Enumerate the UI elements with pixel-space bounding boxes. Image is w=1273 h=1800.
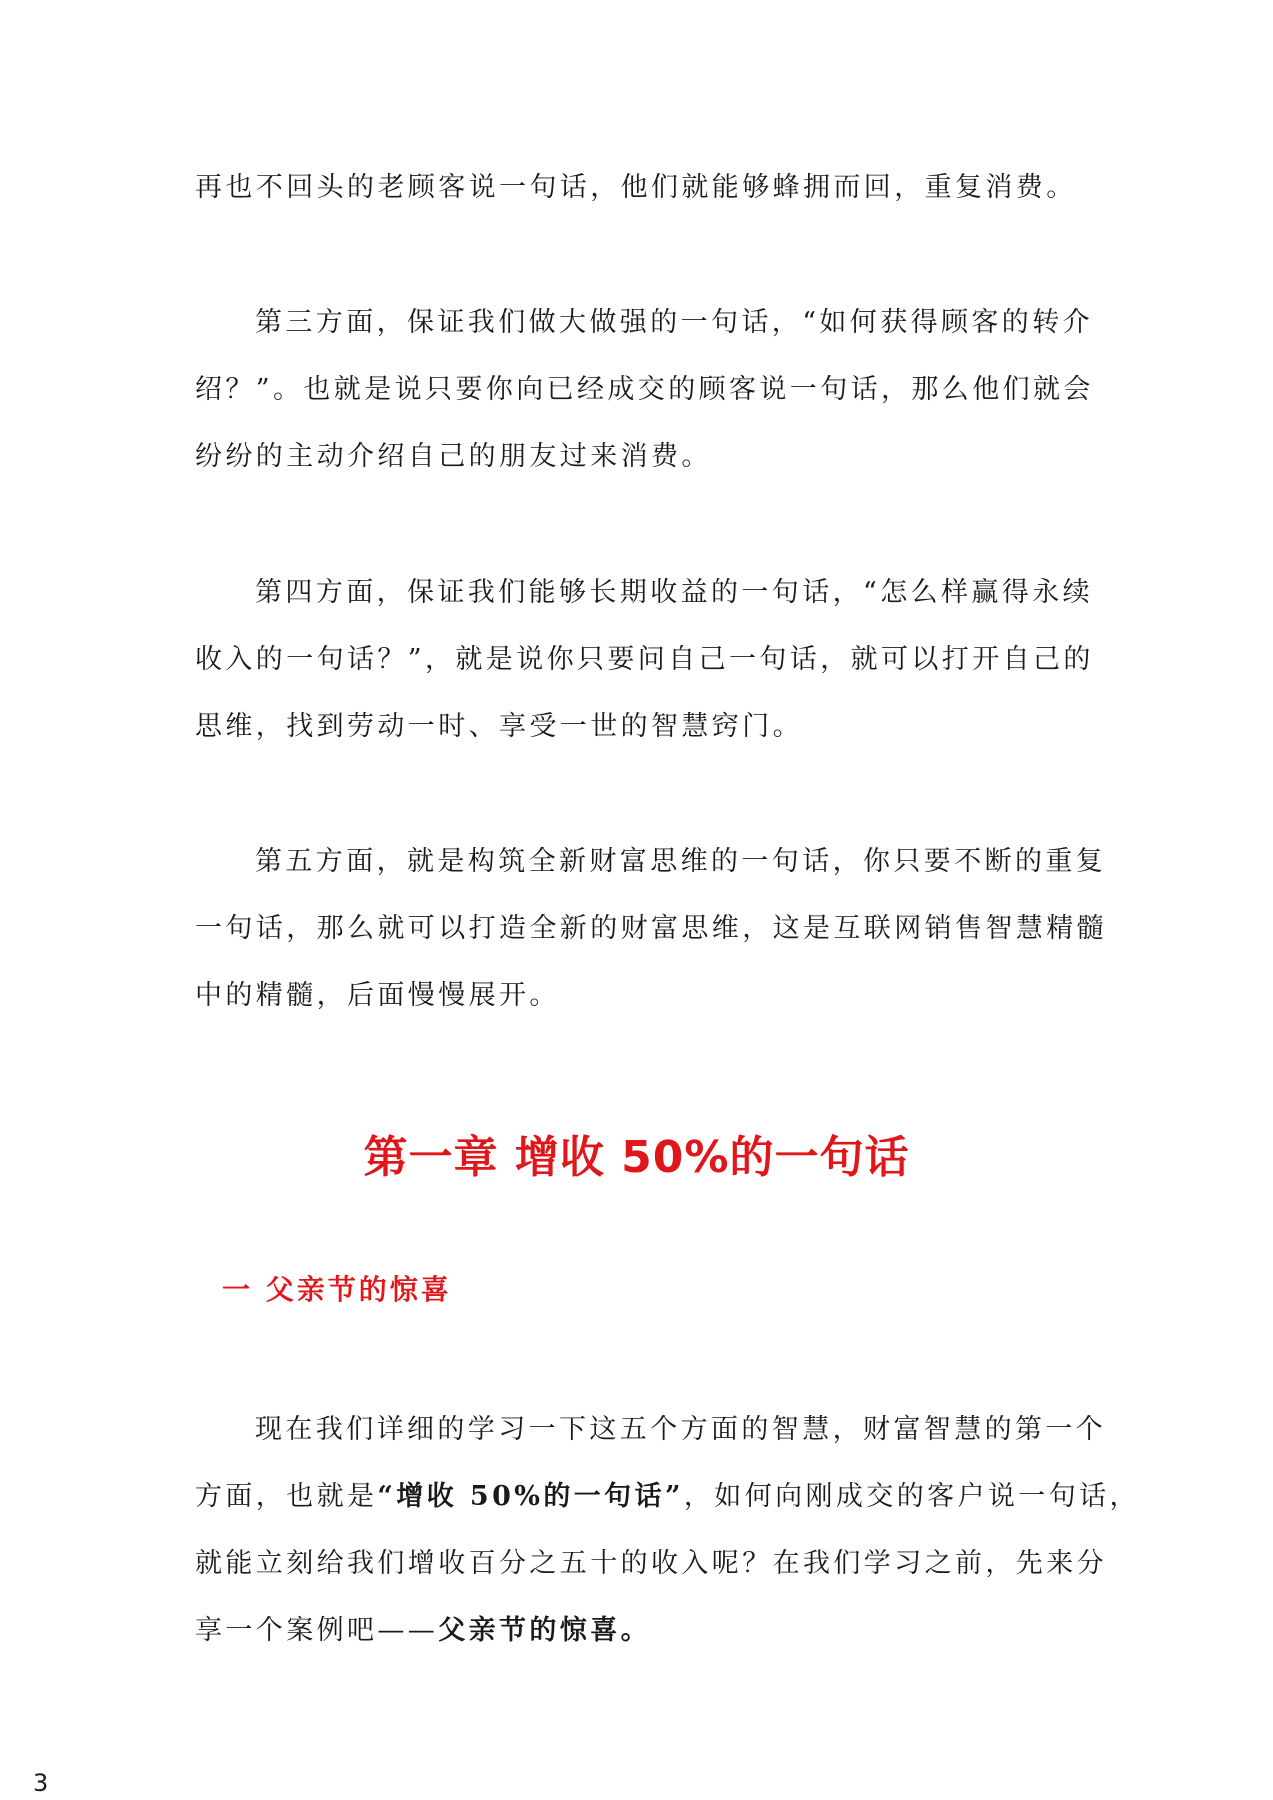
page-number: 3 bbox=[33, 1769, 49, 1797]
text-run: 享一个案例吧—— bbox=[195, 1615, 439, 1646]
bold-text: 父亲节的惊喜。 bbox=[438, 1615, 652, 1646]
paragraph-line: 现在我们详细的学习一下这五个方面的智慧，财富智慧的第一个 bbox=[255, 1414, 1107, 1445]
paragraph-line: 第五方面，就是构筑全新财富思维的一句话，你只要不断的重复 bbox=[255, 846, 1107, 877]
paragraph-line: 绍？”。也就是说只要你向已经成交的顾客说一句话，那么他们就会 bbox=[195, 374, 1094, 405]
paragraph-line: 第四方面，保证我们能够长期收益的一句话，“怎么样赢得永续 bbox=[255, 577, 1094, 608]
paragraph-line bbox=[195, 1611, 651, 1651]
paragraph-line: 再也不回头的老顾客说一句话，他们就能够蜂拥而回，重复消费。 bbox=[195, 172, 1077, 203]
section-heading: 一 父亲节的惊喜 bbox=[222, 1273, 452, 1306]
text-run: ，如何向刚成交的客户说一句话， bbox=[683, 1481, 1140, 1512]
paragraph-line: 纷纷的主动介绍自己的朋友过来消费。 bbox=[195, 441, 712, 472]
paragraph-line: 中的精髓，后面慢慢展开。 bbox=[195, 980, 560, 1011]
bold-text: “增收 50%的一句话” bbox=[377, 1481, 684, 1512]
paragraph-line: 思维，找到劳动一时、享受一世的智慧窍门。 bbox=[195, 711, 803, 742]
paragraph-line: 收入的一句话？”，就是说你只要问自己一句话，就可以打开自己的 bbox=[195, 644, 1094, 675]
chapter-title: 第一章 增收 50%的一句话 bbox=[363, 1132, 910, 1183]
paragraph-line: 第三方面，保证我们做大做强的一句话，“如何获得顾客的转介 bbox=[255, 307, 1094, 338]
text-run: 方面，也就是 bbox=[195, 1481, 378, 1512]
paragraph-line: 就能立刻给我们增收百分之五十的收入呢？在我们学习之前，先来分 bbox=[195, 1548, 1107, 1579]
paragraph-line bbox=[195, 1477, 1140, 1517]
paragraph-line: 一句话，那么就可以打造全新的财富思维，这是互联网销售智慧精髓 bbox=[195, 913, 1107, 944]
